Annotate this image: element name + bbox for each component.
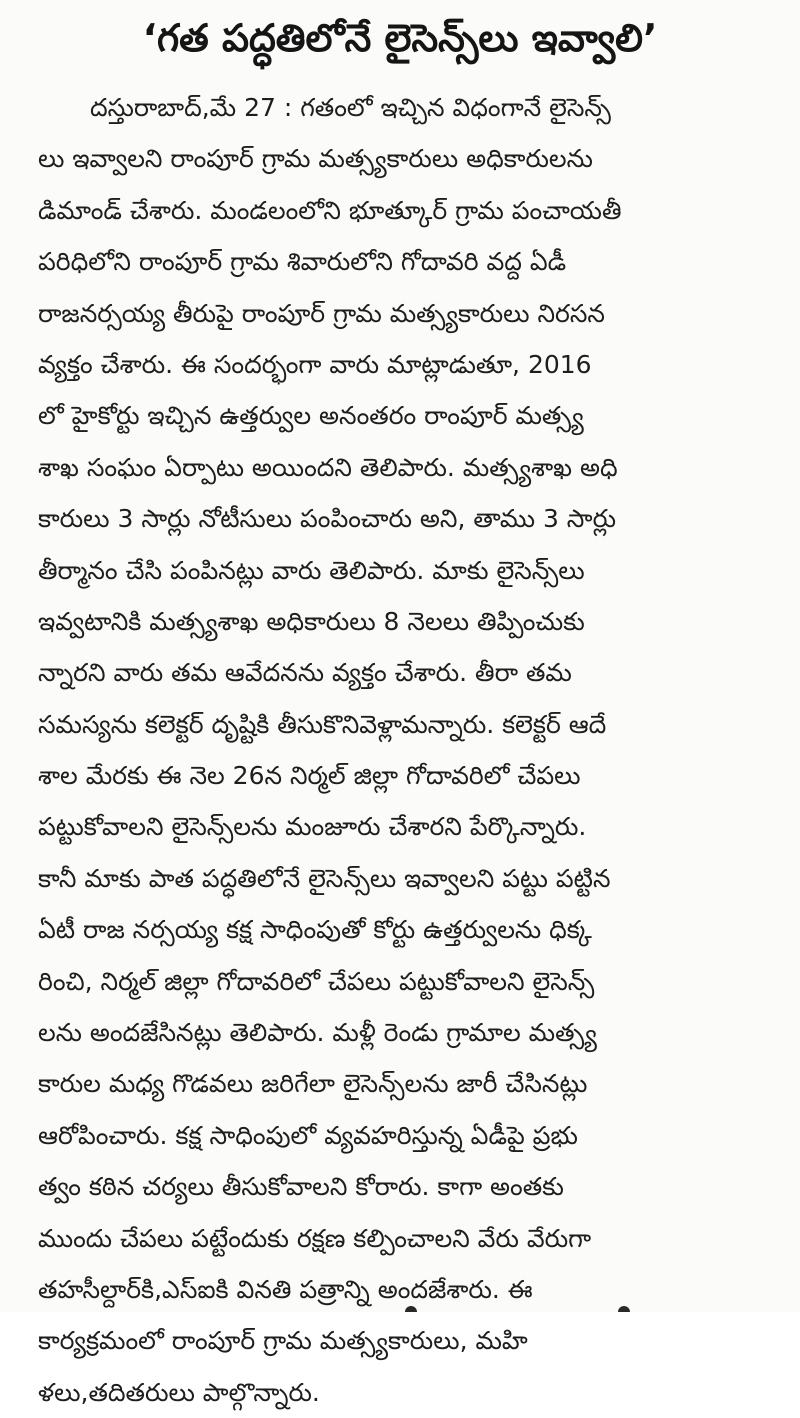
headline: ‘గత పద్ధతిలోనే లైసెన్స్‌లు ఇవ్వాలి’ — [142, 16, 658, 60]
article-line: కారులు 3 సార్లు నోటీసులు పంపించారు అని, తాము 3 సార్లు — [38, 504, 617, 534]
article-line: ఏటీ రాజ నర్సయ్య కక్ష సాధింపుతో కోర్టు ఉత్తర్వులను ధిక్క — [38, 915, 592, 945]
article-line: లను అందజేసినట్లు తెలిపారు. మళ్లీ రెండు గ్రామాల మత్స్య — [38, 1018, 597, 1048]
article-line: తీర్మానం చేసి పంపినట్లు వారు తెలిపారు. మాకు లైసెన్స్‌లు — [38, 555, 585, 585]
article-line: రాజనర్సయ్య తీరుపై రాంపూర్ గ్రామ మత్స్యకారులు నిరసన — [38, 298, 605, 328]
article-line: దస్తురాబాద్,మే 27 : గతంలో ఇచ్చిన విధంగానే లైసెన్స్ — [90, 93, 611, 122]
article-line: పట్టుకోవాలని లైసెన్స్‌లను మంజూరు చేశారని పేర్కొన్నారు. — [38, 812, 587, 842]
next-article-bleed — [0, 1298, 800, 1312]
article-line: ముందు చేపలు పట్టేందుకు రక్షణ కల్పించాలని వేరు వేరుగా — [38, 1223, 592, 1253]
ink-mark — [618, 1306, 630, 1312]
article-line: త్వం కఠిన చర్యలు తీసుకోవాలని కోరారు. కాగా అంతకు — [38, 1172, 564, 1202]
article-line: రించి, నిర్మల్ జిల్లా గోదావరిలో చేపలు పట్టుకోవాలని లైసెన్స్ — [38, 966, 595, 996]
article-line: ళలు,తదితరులు పాల్గొన్నారు. — [38, 1377, 320, 1407]
article-line: లో హైకోర్టు ఇచ్చిన ఉత్తర్వుల అనంతరం రాంపూర్ మత్స్య — [38, 401, 584, 431]
article-line: లు ఇవ్వాలని రాంపూర్ గ్రామ మత్స్యకారులు అధికారులను — [38, 144, 593, 174]
article-line: ఆరోపించారు. కక్ష సాధింపులో వ్యవహరిస్తున్న ఏడీపై ప్రభు — [38, 1120, 578, 1150]
article-line: పరిధిలోని రాంపూర్ గ్రామ శివారులోని గోదావరి వద్ద ఏడీ — [38, 247, 567, 277]
article-line: కార్యక్రమంలో రాంపూర్ గ్రామ మత్స్యకారులు, మహి — [38, 1326, 528, 1356]
article-line: శాఖ సంఘం ఏర్పాటు అయిందని తెలిపారు. మత్స్యశాఖ అధి — [38, 452, 618, 482]
article-line: కారుల మధ్య గొడవలు జరిగేలా లైసెన్స్‌లను జారీ చేసినట్లు — [38, 1069, 588, 1099]
article-line: డిమాండ్ చేశారు. మండలంలోని భూత్కూర్ గ్రామ పంచాయతీ — [38, 195, 622, 225]
article-line: న్నారని వారు తమ ఆవేదనను వ్యక్తం చేశారు. తీరా తమ — [38, 658, 572, 688]
article-line: సమస్యను కలెక్టర్ దృష్టికి తీసుకొనివెళ్లామన్నారు. కలెక్టర్ ఆదే — [38, 709, 607, 739]
article-line: ఇవ్వటానికి మత్స్యశాఖ అధికారులు 8 నెలలు తిప్పించుకు — [38, 606, 585, 636]
article-line: వ్యక్తం చేశారు. ఈ సందర్భంగా వారు మాట్లాడుతూ, 2016 — [38, 349, 592, 379]
article-line: తహసీల్దార్‌కి,ఎస్ఐకి వినతి పత్రాన్ని అందజేశారు. ఈ — [38, 1274, 533, 1304]
article-body — [38, 82, 778, 1418]
ink-mark — [405, 1306, 417, 1312]
article-line: శాల మేరకు ఈ నెల 26న నిర్మల్ జిల్లా గోదావరిలో చేపలు — [38, 761, 581, 791]
article-line: కానీ మాకు పాత పద్ధతిలోనే లైసెన్స్‌లు ఇవ్వాలని పట్టు పట్టిన — [38, 863, 611, 893]
